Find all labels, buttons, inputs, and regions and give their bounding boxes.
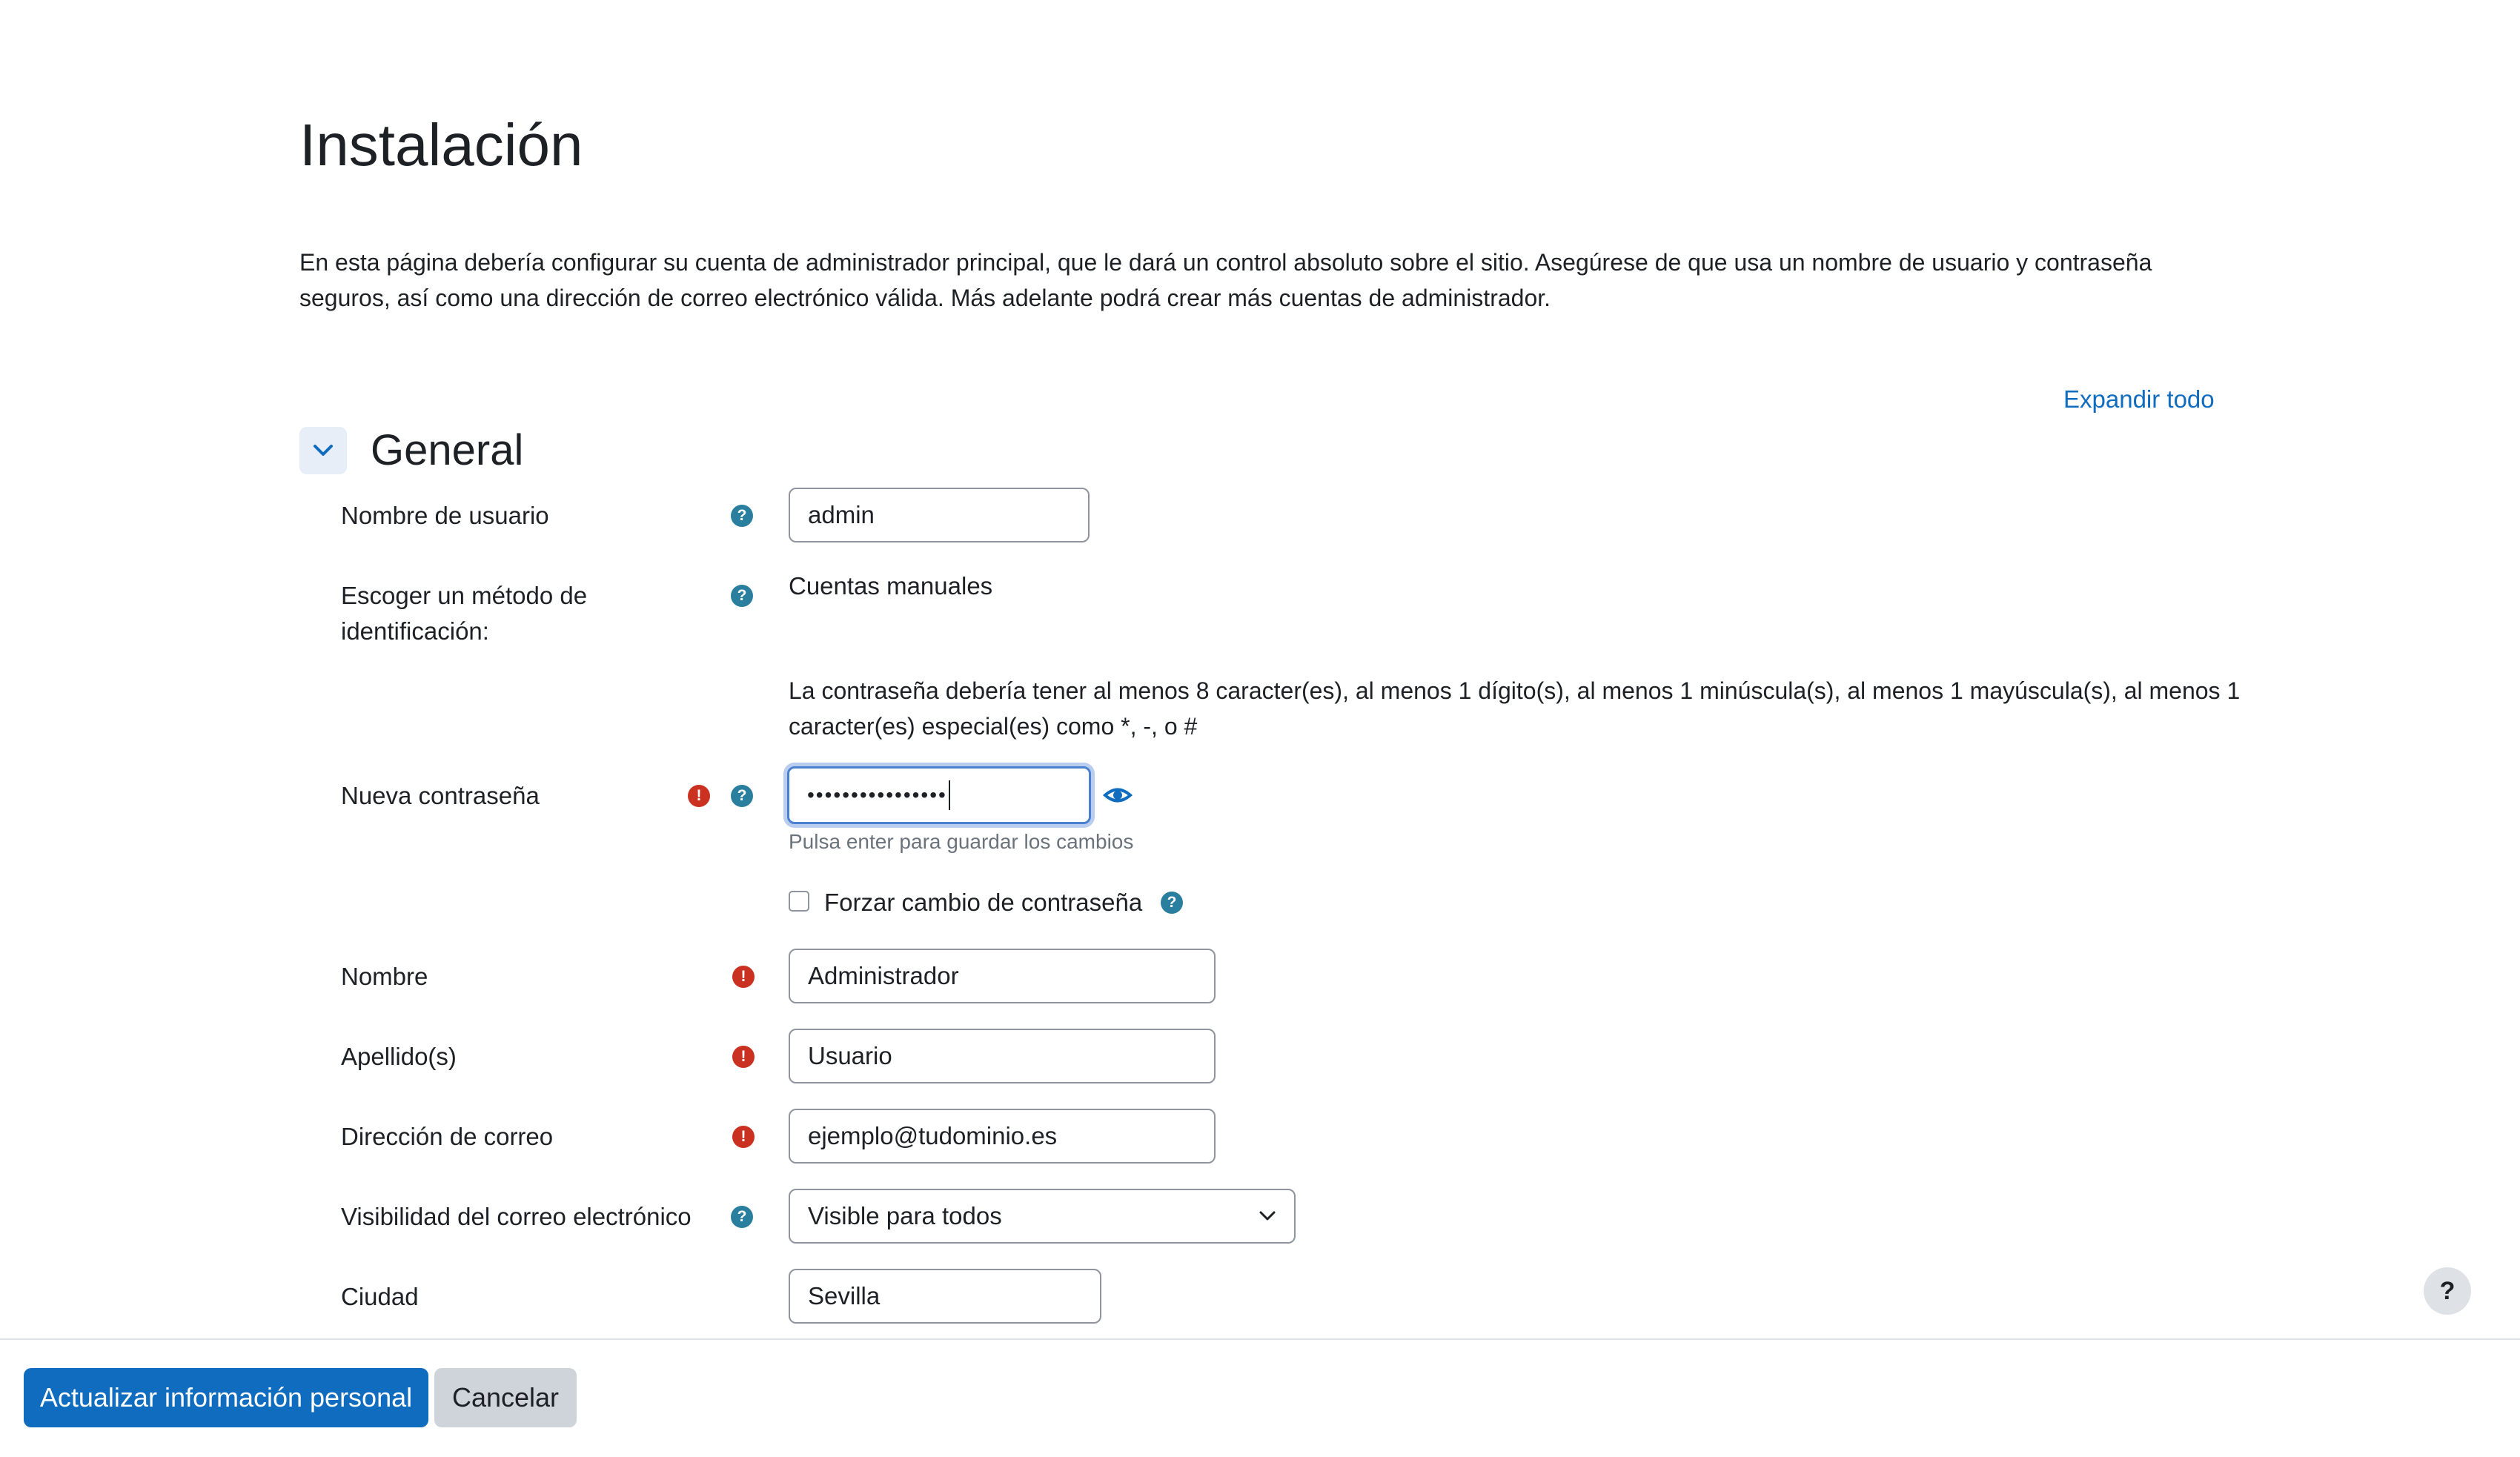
- auth-method-label: Escoger un método de identificación:: [341, 582, 588, 645]
- update-profile-button[interactable]: Actualizar información personal: [24, 1368, 428, 1427]
- username-input[interactable]: admin: [789, 488, 1090, 542]
- auth-method-help-icon[interactable]: ?: [731, 585, 753, 607]
- lastname-required-icon: !: [732, 1046, 755, 1068]
- lastname-input[interactable]: Usuario: [789, 1029, 1216, 1083]
- page-title: Instalación: [299, 112, 583, 178]
- new-password-input[interactable]: [787, 766, 1091, 824]
- firstname-label: Nombre: [341, 963, 428, 990]
- email-label: Dirección de correo: [341, 1123, 554, 1150]
- city-input[interactable]: Sevilla: [789, 1269, 1101, 1324]
- show-password-toggle[interactable]: [1103, 783, 1133, 812]
- force-password-change-label[interactable]: Forzar cambio de contraseña: [824, 889, 1143, 916]
- firstname-input[interactable]: Administrador: [789, 949, 1216, 1003]
- text-cursor: [949, 780, 950, 810]
- chevron-down-icon: [312, 443, 334, 458]
- expand-all-link[interactable]: Expandir todo: [2063, 385, 2215, 413]
- footer-divider: [0, 1338, 2520, 1340]
- new-password-help-icon[interactable]: ?: [731, 785, 753, 807]
- chevron-down-icon: [1259, 1210, 1276, 1222]
- email-visibility-label: Visibilidad del correo electrónico: [341, 1203, 692, 1230]
- new-password-label: Nueva contraseña: [341, 782, 540, 809]
- firstname-required-icon: !: [732, 966, 755, 988]
- eye-icon: [1103, 783, 1133, 808]
- collapse-section-button[interactable]: [299, 427, 347, 474]
- help-button[interactable]: ?: [2424, 1267, 2471, 1315]
- new-password-value: ••••••••••••••••: [807, 783, 947, 806]
- email-required-icon: !: [732, 1126, 755, 1148]
- password-policy-text: La contraseña debería tener al menos 8 caracter(es), al menos 1 dígito(s), al menos 1 minúscula(s), al menos 1 mayúscula(s), al menos 1 caracter(es) especial(es) como *, -, o #: [789, 677, 2241, 740]
- email-visibility-value: Visible para todos: [808, 1202, 1002, 1229]
- cancel-button[interactable]: Cancelar: [434, 1368, 577, 1427]
- new-password-hint: Pulsa enter para guardar los cambios: [789, 830, 1134, 853]
- new-password-required-icon: !: [688, 785, 710, 807]
- email-visibility-select[interactable]: [789, 1189, 1296, 1244]
- city-label: Ciudad: [341, 1283, 419, 1310]
- auth-method-value: Cuentas manuales: [789, 572, 993, 600]
- username-label: Nombre de usuario: [341, 502, 549, 529]
- email-visibility-help-icon[interactable]: ?: [731, 1206, 753, 1228]
- force-password-change-checkbox[interactable]: [789, 891, 809, 912]
- lastname-label: Apellido(s): [341, 1043, 457, 1070]
- section-title: General: [371, 426, 524, 474]
- username-help-icon[interactable]: ?: [731, 505, 753, 527]
- force-password-change-help-icon[interactable]: ?: [1161, 892, 1183, 914]
- email-input[interactable]: ejemplo@tudominio.es: [789, 1109, 1216, 1164]
- page-intro: En esta página debería configurar su cuenta de administrador principal, que le dará un control absoluto sobre el sitio. Asegúrese de que usa un nombre de usuario y contraseña seguros, así como una dirección de correo electrónico válida. Más adelante podrá crear más cuentas de administrador.: [299, 249, 2152, 311]
